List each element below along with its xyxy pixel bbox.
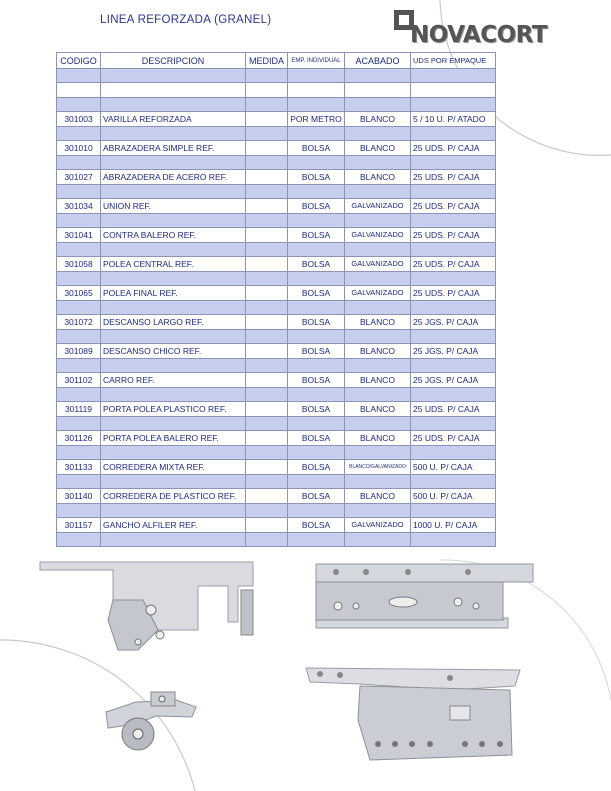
empty-cell bbox=[345, 301, 411, 315]
cell-measure bbox=[246, 344, 288, 359]
cell-packaging: BOLSA bbox=[288, 228, 345, 243]
separator-row bbox=[57, 214, 496, 228]
cell-units: 25 UDS. P/ CAJA bbox=[411, 286, 496, 301]
cell-packaging: BOLSA bbox=[288, 402, 345, 417]
table-row bbox=[57, 286, 496, 301]
cell-finish: BLANCO/GALVANIZADO bbox=[345, 460, 411, 475]
cell-measure bbox=[246, 431, 288, 446]
cell-units: 25 JGS. P/ CAJA bbox=[411, 344, 496, 359]
empty-cell bbox=[345, 272, 411, 286]
header-packaging: EMP. INDIVIDUAL bbox=[288, 53, 345, 69]
empty-cell bbox=[57, 185, 101, 199]
empty-cell bbox=[288, 417, 345, 431]
empty-cell bbox=[345, 243, 411, 257]
cell-measure bbox=[246, 373, 288, 388]
cell-description: ABRAZADERA SIMPLE REF. bbox=[101, 141, 246, 156]
empty-cell bbox=[246, 98, 288, 112]
empty-cell bbox=[345, 214, 411, 228]
separator-row bbox=[57, 475, 496, 489]
cell-finish: BLANCO bbox=[345, 373, 411, 388]
empty-cell bbox=[57, 98, 101, 112]
cell-measure bbox=[246, 489, 288, 504]
cell-units: 25 UDS. P/ CAJA bbox=[411, 402, 496, 417]
empty-cell bbox=[345, 446, 411, 460]
empty-cell bbox=[411, 533, 496, 547]
table-row bbox=[57, 315, 496, 330]
empty-cell bbox=[246, 475, 288, 489]
cell-packaging: BOLSA bbox=[288, 315, 345, 330]
cell-finish: BLANCO bbox=[345, 141, 411, 156]
empty-cell bbox=[101, 83, 246, 98]
header-code: CODIGO bbox=[57, 53, 101, 69]
cell-units: 25 UDS. P/ CAJA bbox=[411, 141, 496, 156]
separator-row bbox=[57, 98, 496, 112]
empty-cell bbox=[101, 272, 246, 286]
empty-cell bbox=[57, 301, 101, 315]
empty-cell bbox=[101, 156, 246, 170]
header-description: DESCRIPCION bbox=[101, 53, 246, 69]
empty-cell bbox=[101, 446, 246, 460]
empty-cell bbox=[246, 533, 288, 547]
separator-row bbox=[57, 446, 496, 460]
cell-units: 25 UDS. P/ CAJA bbox=[411, 170, 496, 185]
empty-cell bbox=[101, 127, 246, 141]
empty-cell bbox=[288, 388, 345, 402]
cell-code: 301072 bbox=[57, 315, 101, 330]
separator-row bbox=[57, 388, 496, 402]
product-photo-pulley bbox=[96, 672, 206, 762]
cell-packaging: BOLSA bbox=[288, 141, 345, 156]
cell-finish: GALVANIZADO bbox=[345, 518, 411, 533]
empty-cell bbox=[57, 446, 101, 460]
separator-row bbox=[57, 533, 496, 547]
empty-cell bbox=[411, 185, 496, 199]
cell-description: UNION REF. bbox=[101, 199, 246, 214]
empty-cell bbox=[288, 83, 345, 98]
separator-row bbox=[57, 301, 496, 315]
table-body bbox=[57, 69, 496, 547]
empty-cell bbox=[57, 156, 101, 170]
empty-cell bbox=[101, 69, 246, 83]
empty-cell bbox=[246, 272, 288, 286]
table-row bbox=[57, 431, 496, 446]
cell-units: 25 UDS. P/ CAJA bbox=[411, 199, 496, 214]
table-row bbox=[57, 228, 496, 243]
empty-cell bbox=[345, 533, 411, 547]
cell-finish: BLANCO bbox=[345, 431, 411, 446]
cell-finish: BLANCO bbox=[345, 344, 411, 359]
empty-cell bbox=[57, 417, 101, 431]
table-row bbox=[57, 257, 496, 272]
blank-row bbox=[57, 83, 496, 98]
product-photo-bracket bbox=[38, 560, 258, 660]
cell-measure bbox=[246, 141, 288, 156]
cell-description: CORREDERA DE PLASTICO REF. bbox=[101, 489, 246, 504]
empty-cell bbox=[101, 388, 246, 402]
empty-cell bbox=[411, 417, 496, 431]
cell-units: 25 JGS. P/ CAJA bbox=[411, 315, 496, 330]
empty-cell bbox=[57, 359, 101, 373]
empty-cell bbox=[345, 185, 411, 199]
empty-cell bbox=[411, 504, 496, 518]
cell-code: 301065 bbox=[57, 286, 101, 301]
empty-cell bbox=[101, 417, 246, 431]
document-title: LINEA REFORZADA (GRANEL) bbox=[100, 14, 272, 26]
table-row bbox=[57, 199, 496, 214]
cell-measure bbox=[246, 286, 288, 301]
empty-cell bbox=[246, 69, 288, 83]
header-finish: ACABADO bbox=[345, 53, 411, 69]
cell-description: GANCHO ALFILER REF. bbox=[101, 518, 246, 533]
empty-cell bbox=[411, 243, 496, 257]
empty-cell bbox=[101, 475, 246, 489]
empty-cell bbox=[288, 330, 345, 344]
separator-row bbox=[57, 504, 496, 518]
cell-finish: BLANCO bbox=[345, 402, 411, 417]
cell-code: 301010 bbox=[57, 141, 101, 156]
cell-packaging: BOLSA bbox=[288, 460, 345, 475]
empty-cell bbox=[411, 83, 496, 98]
empty-cell bbox=[57, 533, 101, 547]
cell-packaging: BOLSA bbox=[288, 373, 345, 388]
cell-measure bbox=[246, 228, 288, 243]
empty-cell bbox=[101, 504, 246, 518]
cell-code: 301102 bbox=[57, 373, 101, 388]
empty-cell bbox=[57, 388, 101, 402]
empty-cell bbox=[411, 214, 496, 228]
cell-code: 301058 bbox=[57, 257, 101, 272]
separator-row bbox=[57, 127, 496, 141]
table-row bbox=[57, 518, 496, 533]
table-header-row bbox=[57, 53, 496, 69]
table-row bbox=[57, 170, 496, 185]
table-row bbox=[57, 112, 496, 127]
empty-cell bbox=[57, 243, 101, 257]
empty-cell bbox=[101, 359, 246, 373]
cell-units: 25 UDS. P/ CAJA bbox=[411, 228, 496, 243]
cell-packaging: BOLSA bbox=[288, 286, 345, 301]
cell-packaging: BOLSA bbox=[288, 518, 345, 533]
separator-row bbox=[57, 330, 496, 344]
empty-cell bbox=[345, 475, 411, 489]
empty-cell bbox=[345, 330, 411, 344]
table-row bbox=[57, 373, 496, 388]
cell-description: CORREDERA MIXTA REF. bbox=[101, 460, 246, 475]
empty-cell bbox=[345, 69, 411, 83]
cell-units: 25 UDS. P/ CAJA bbox=[411, 257, 496, 272]
cell-measure bbox=[246, 315, 288, 330]
empty-cell bbox=[57, 127, 101, 141]
cell-units: 500 U. P/ CAJA bbox=[411, 489, 496, 504]
empty-cell bbox=[57, 214, 101, 228]
product-photo-carriage bbox=[300, 660, 530, 770]
empty-cell bbox=[246, 156, 288, 170]
cell-code: 301027 bbox=[57, 170, 101, 185]
empty-cell bbox=[411, 127, 496, 141]
empty-cell bbox=[101, 98, 246, 112]
cell-measure bbox=[246, 518, 288, 533]
cell-description: CONTRA BALERO REF. bbox=[101, 228, 246, 243]
cell-packaging: BOLSA bbox=[288, 257, 345, 272]
brand-name: NOVACORT bbox=[410, 22, 548, 48]
empty-cell bbox=[246, 214, 288, 228]
cell-description: POLEA CENTRAL REF. bbox=[101, 257, 246, 272]
cell-finish: BLANCO bbox=[345, 112, 411, 127]
empty-cell bbox=[345, 156, 411, 170]
cell-units: 1000 U. P/ CAJA bbox=[411, 518, 496, 533]
brand-logo bbox=[394, 10, 564, 50]
empty-cell bbox=[345, 127, 411, 141]
empty-cell bbox=[101, 214, 246, 228]
product-table bbox=[56, 52, 496, 547]
table-row bbox=[57, 141, 496, 156]
empty-cell bbox=[411, 301, 496, 315]
empty-cell bbox=[288, 533, 345, 547]
cell-description: VARILLA REFORZADA bbox=[101, 112, 246, 127]
header-measure: MEDIDA bbox=[246, 53, 288, 69]
cell-code: 301041 bbox=[57, 228, 101, 243]
empty-cell bbox=[288, 301, 345, 315]
separator-row bbox=[57, 417, 496, 431]
cell-finish: GALVANIZADO bbox=[345, 228, 411, 243]
empty-cell bbox=[411, 156, 496, 170]
empty-cell bbox=[246, 243, 288, 257]
empty-cell bbox=[246, 504, 288, 518]
cell-finish: BLANCO bbox=[345, 315, 411, 330]
empty-cell bbox=[345, 504, 411, 518]
empty-cell bbox=[288, 446, 345, 460]
cell-units: 500 U. P/ CAJA bbox=[411, 460, 496, 475]
empty-cell bbox=[288, 98, 345, 112]
cell-finish: BLANCO bbox=[345, 489, 411, 504]
cell-measure bbox=[246, 257, 288, 272]
cell-code: 301034 bbox=[57, 199, 101, 214]
empty-cell bbox=[288, 359, 345, 373]
empty-cell bbox=[288, 185, 345, 199]
cell-units: 25 JGS. P/ CAJA bbox=[411, 373, 496, 388]
cell-description: DESCANSO LARGO REF. bbox=[101, 315, 246, 330]
empty-cell bbox=[246, 83, 288, 98]
empty-cell bbox=[101, 243, 246, 257]
empty-cell bbox=[246, 127, 288, 141]
separator-row bbox=[57, 243, 496, 257]
separator-row bbox=[57, 185, 496, 199]
empty-cell bbox=[101, 301, 246, 315]
empty-cell bbox=[246, 185, 288, 199]
cell-code: 301126 bbox=[57, 431, 101, 446]
cell-packaging: BOLSA bbox=[288, 489, 345, 504]
empty-cell bbox=[288, 214, 345, 228]
product-photo-rail-plate bbox=[308, 558, 538, 633]
empty-cell bbox=[411, 475, 496, 489]
empty-cell bbox=[345, 98, 411, 112]
separator-row bbox=[57, 272, 496, 286]
empty-cell bbox=[246, 359, 288, 373]
cell-packaging: POR METRO bbox=[288, 112, 345, 127]
cell-code: 301119 bbox=[57, 402, 101, 417]
cell-packaging: BOLSA bbox=[288, 431, 345, 446]
empty-cell bbox=[101, 533, 246, 547]
empty-cell bbox=[345, 417, 411, 431]
separator-row bbox=[57, 69, 496, 83]
cell-units: 5 / 10 U. P/ ATADO bbox=[411, 112, 496, 127]
empty-cell bbox=[411, 359, 496, 373]
cell-description: POLEA FINAL REF. bbox=[101, 286, 246, 301]
empty-cell bbox=[411, 446, 496, 460]
empty-cell bbox=[345, 359, 411, 373]
separator-row bbox=[57, 156, 496, 170]
cell-code: 301089 bbox=[57, 344, 101, 359]
cell-description: DESCANSO CHICO REF. bbox=[101, 344, 246, 359]
table-row bbox=[57, 489, 496, 504]
empty-cell bbox=[57, 475, 101, 489]
empty-cell bbox=[288, 156, 345, 170]
cell-code: 301157 bbox=[57, 518, 101, 533]
cell-packaging: BOLSA bbox=[288, 199, 345, 214]
cell-code: 301140 bbox=[57, 489, 101, 504]
empty-cell bbox=[288, 69, 345, 83]
empty-cell bbox=[246, 388, 288, 402]
cell-finish: GALVANIZADO bbox=[345, 257, 411, 272]
empty-cell bbox=[57, 330, 101, 344]
empty-cell bbox=[345, 83, 411, 98]
table-row bbox=[57, 460, 496, 475]
cell-measure bbox=[246, 112, 288, 127]
cell-units: 25 UDS. P/ CAJA bbox=[411, 431, 496, 446]
empty-cell bbox=[288, 475, 345, 489]
empty-cell bbox=[288, 504, 345, 518]
empty-cell bbox=[411, 272, 496, 286]
empty-cell bbox=[411, 98, 496, 112]
empty-cell bbox=[246, 417, 288, 431]
separator-row bbox=[57, 359, 496, 373]
cell-code: 301003 bbox=[57, 112, 101, 127]
cell-finish: GALVANIZADO bbox=[345, 286, 411, 301]
empty-cell bbox=[411, 388, 496, 402]
cell-finish: BLANCO bbox=[345, 170, 411, 185]
empty-cell bbox=[57, 69, 101, 83]
cell-description: ABRAZADERA DE ACERO REF. bbox=[101, 170, 246, 185]
cell-measure bbox=[246, 170, 288, 185]
cell-description: CARRO REF. bbox=[101, 373, 246, 388]
empty-cell bbox=[345, 388, 411, 402]
empty-cell bbox=[246, 446, 288, 460]
table-row bbox=[57, 402, 496, 417]
empty-cell bbox=[57, 504, 101, 518]
empty-cell bbox=[57, 272, 101, 286]
header-units: UDS POR EMPAQUE bbox=[411, 53, 496, 69]
cell-packaging: BOLSA bbox=[288, 344, 345, 359]
empty-cell bbox=[101, 185, 246, 199]
cell-measure bbox=[246, 402, 288, 417]
cell-measure bbox=[246, 460, 288, 475]
cell-description: PORTA POLEA BALERO REF. bbox=[101, 431, 246, 446]
empty-cell bbox=[411, 69, 496, 83]
empty-cell bbox=[246, 330, 288, 344]
table-row bbox=[57, 344, 496, 359]
empty-cell bbox=[288, 243, 345, 257]
cell-code: 301133 bbox=[57, 460, 101, 475]
empty-cell bbox=[411, 330, 496, 344]
empty-cell bbox=[101, 330, 246, 344]
cell-description: PORTA POLEA PLASTICO REF. bbox=[101, 402, 246, 417]
cell-packaging: BOLSA bbox=[288, 170, 345, 185]
empty-cell bbox=[246, 301, 288, 315]
empty-cell bbox=[57, 83, 101, 98]
empty-cell bbox=[288, 272, 345, 286]
cell-measure bbox=[246, 199, 288, 214]
cell-finish: GALVANIZADO bbox=[345, 199, 411, 214]
empty-cell bbox=[288, 127, 345, 141]
